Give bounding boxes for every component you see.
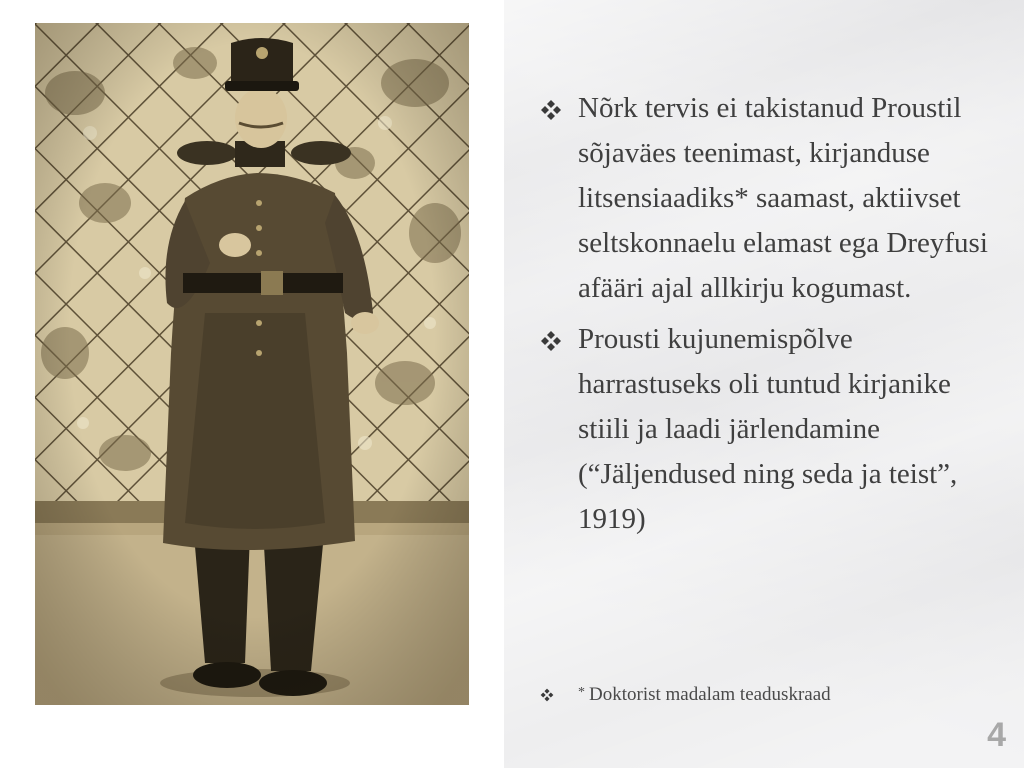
page-number: 4 xyxy=(987,716,1006,754)
bullet-item xyxy=(540,317,990,542)
bullet-text: Nõrk tervis ei takistanud Proustil sõjaväes teenimast, kirjanduse litsensiaadiks* saamast, aktiivset seltskonnaelu elamast ega Dreyfusi afääri ajal allkirju kogumast. xyxy=(578,92,988,304)
bullet-item xyxy=(540,86,990,311)
bullet-text: Prousti kujunemispõlve harrastuseks oli tuntud kirjanike stiili ja laadi järlendamine (“Jäljendused ning seda ja teist”, 1919) xyxy=(578,323,958,535)
four-diamond-bullet-icon xyxy=(540,99,562,121)
four-diamond-bullet-icon xyxy=(540,688,554,702)
four-diamond-bullet-icon xyxy=(540,330,562,352)
footnote-mark: * xyxy=(578,685,585,700)
soldier-photo xyxy=(35,23,469,705)
footnote xyxy=(540,680,1018,708)
bullet-list xyxy=(540,86,990,548)
footnote-text: Doktorist madalam teaduskraad xyxy=(589,684,831,705)
